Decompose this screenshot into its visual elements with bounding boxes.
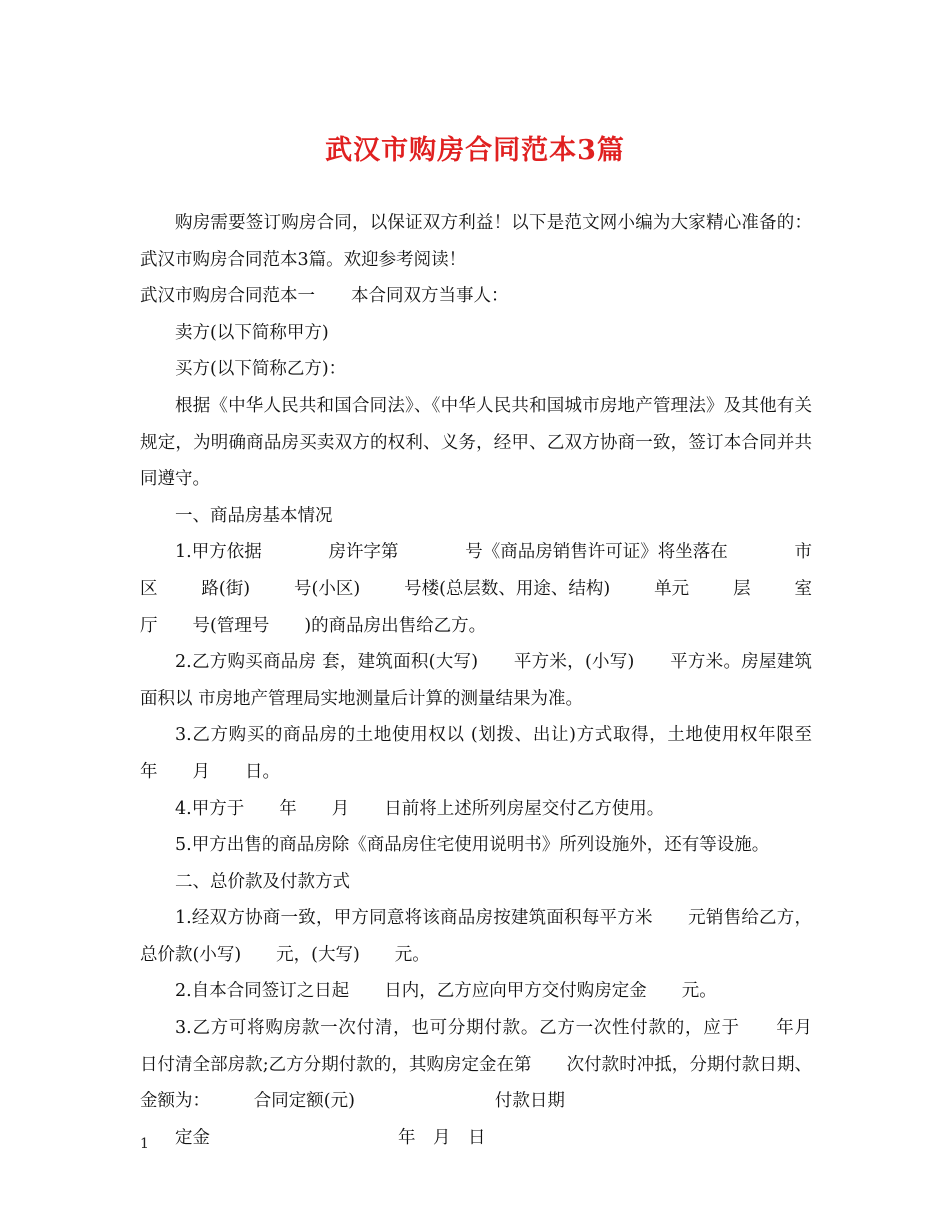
- item-2-3: 3.乙方可将购房款一次付清，也可分期付款。乙方一次性付款的，应于 年月 日付清全部房款;乙方分期付款的，其购房定金在第 次付款时冲抵，分期付款日期、金额为： 合同定额(元) 付款日期: [140, 1018, 847, 1112]
- deposit-row: [140, 1120, 812, 1157]
- item-1-1-seg: 号楼(总层数、用途、结构): [404, 578, 611, 599]
- basis-paragraph: 根据《中华人民共和国合同法》、《中华人民共和国城市房地产管理法》及其他有关规定，为明确商品房买卖双方的权利、义务，经甲、乙双方协商一致，签订本合同并共同遵守。: [140, 395, 812, 490]
- contract-heading-line: [140, 278, 812, 315]
- item-1-1-seg: 层: [733, 578, 751, 599]
- item-1-1-seg: 室: [794, 578, 812, 599]
- section-heading-1: 一、商品房基本情况: [175, 505, 333, 526]
- seller-line: 卖方(以下简称甲方): [175, 322, 329, 343]
- item-1-3: 3.乙方购买的商品房的土地使用权以 (划拨、出让)方式取得，土地使用权年限至 年 月 日。: [140, 725, 847, 782]
- item-1-1-seg: 1.甲方依据: [175, 542, 262, 563]
- deposit-date: 年 月 日: [398, 1127, 486, 1148]
- item-1-5: 5.甲方出售的商品房除《商品房住宅使用说明书》所列设施外，还有等设施。: [175, 835, 770, 856]
- item-2-1: 1.经双方协商一致，甲方同意将该商品房按建筑面积每平方米 元销售给乙方，总价款(小写) 元，(大写) 元。: [140, 908, 812, 965]
- item-1-2: 2.乙方购买商品房 套，建筑面积(大写) 平方米，(小写) 平方米。房屋建筑面积以 市房地产管理局实地测量后计算的测量结果为准。: [140, 652, 812, 709]
- section-heading-2: 二、总价款及付款方式: [175, 871, 350, 892]
- document-title: 武汉市购房合同范本3篇: [325, 135, 625, 166]
- intro-paragraph: 购房需要签订购房合同，以保证双方利益！以下是范文网小编为大家精心准备的：武汉市购房合同范本3篇。欢迎参考阅读！: [140, 213, 812, 270]
- item-2-2: 2.自本合同签订之日起 日内，乙方应向甲方交付购房定金 元。: [175, 981, 717, 1002]
- contract-one-heading: 武汉市购房合同范本一: [140, 286, 315, 307]
- buyer-line: 买方(以下简称乙方)：: [175, 359, 347, 380]
- document-body: [140, 205, 847, 1156]
- item-1-1-seg: 号(小区): [294, 578, 361, 599]
- page-number: 1: [140, 1136, 149, 1152]
- item-1-1-seg: 路(街): [201, 578, 251, 599]
- item-1-1-line1: [140, 534, 812, 571]
- item-1-1-seg: 单元: [654, 578, 690, 599]
- item-1-4: 4.甲方于 年 月 日前将上述所列房屋交付乙方使用。: [175, 798, 665, 819]
- item-1-1-seg: 号《商品房销售许可证》将坐落在: [465, 542, 728, 563]
- item-1-1-line2: [140, 571, 812, 608]
- item-1-1-line3: 厅 号(管理号 )的商品房出售给乙方。: [140, 615, 487, 636]
- item-1-1-seg: 市: [794, 542, 812, 563]
- item-1-1-seg: 房许字第: [328, 542, 399, 563]
- deposit-label: 定金: [175, 1127, 210, 1148]
- parties-heading: 本合同双方当事人：: [351, 286, 509, 307]
- item-1-1-seg: 区: [140, 578, 158, 599]
